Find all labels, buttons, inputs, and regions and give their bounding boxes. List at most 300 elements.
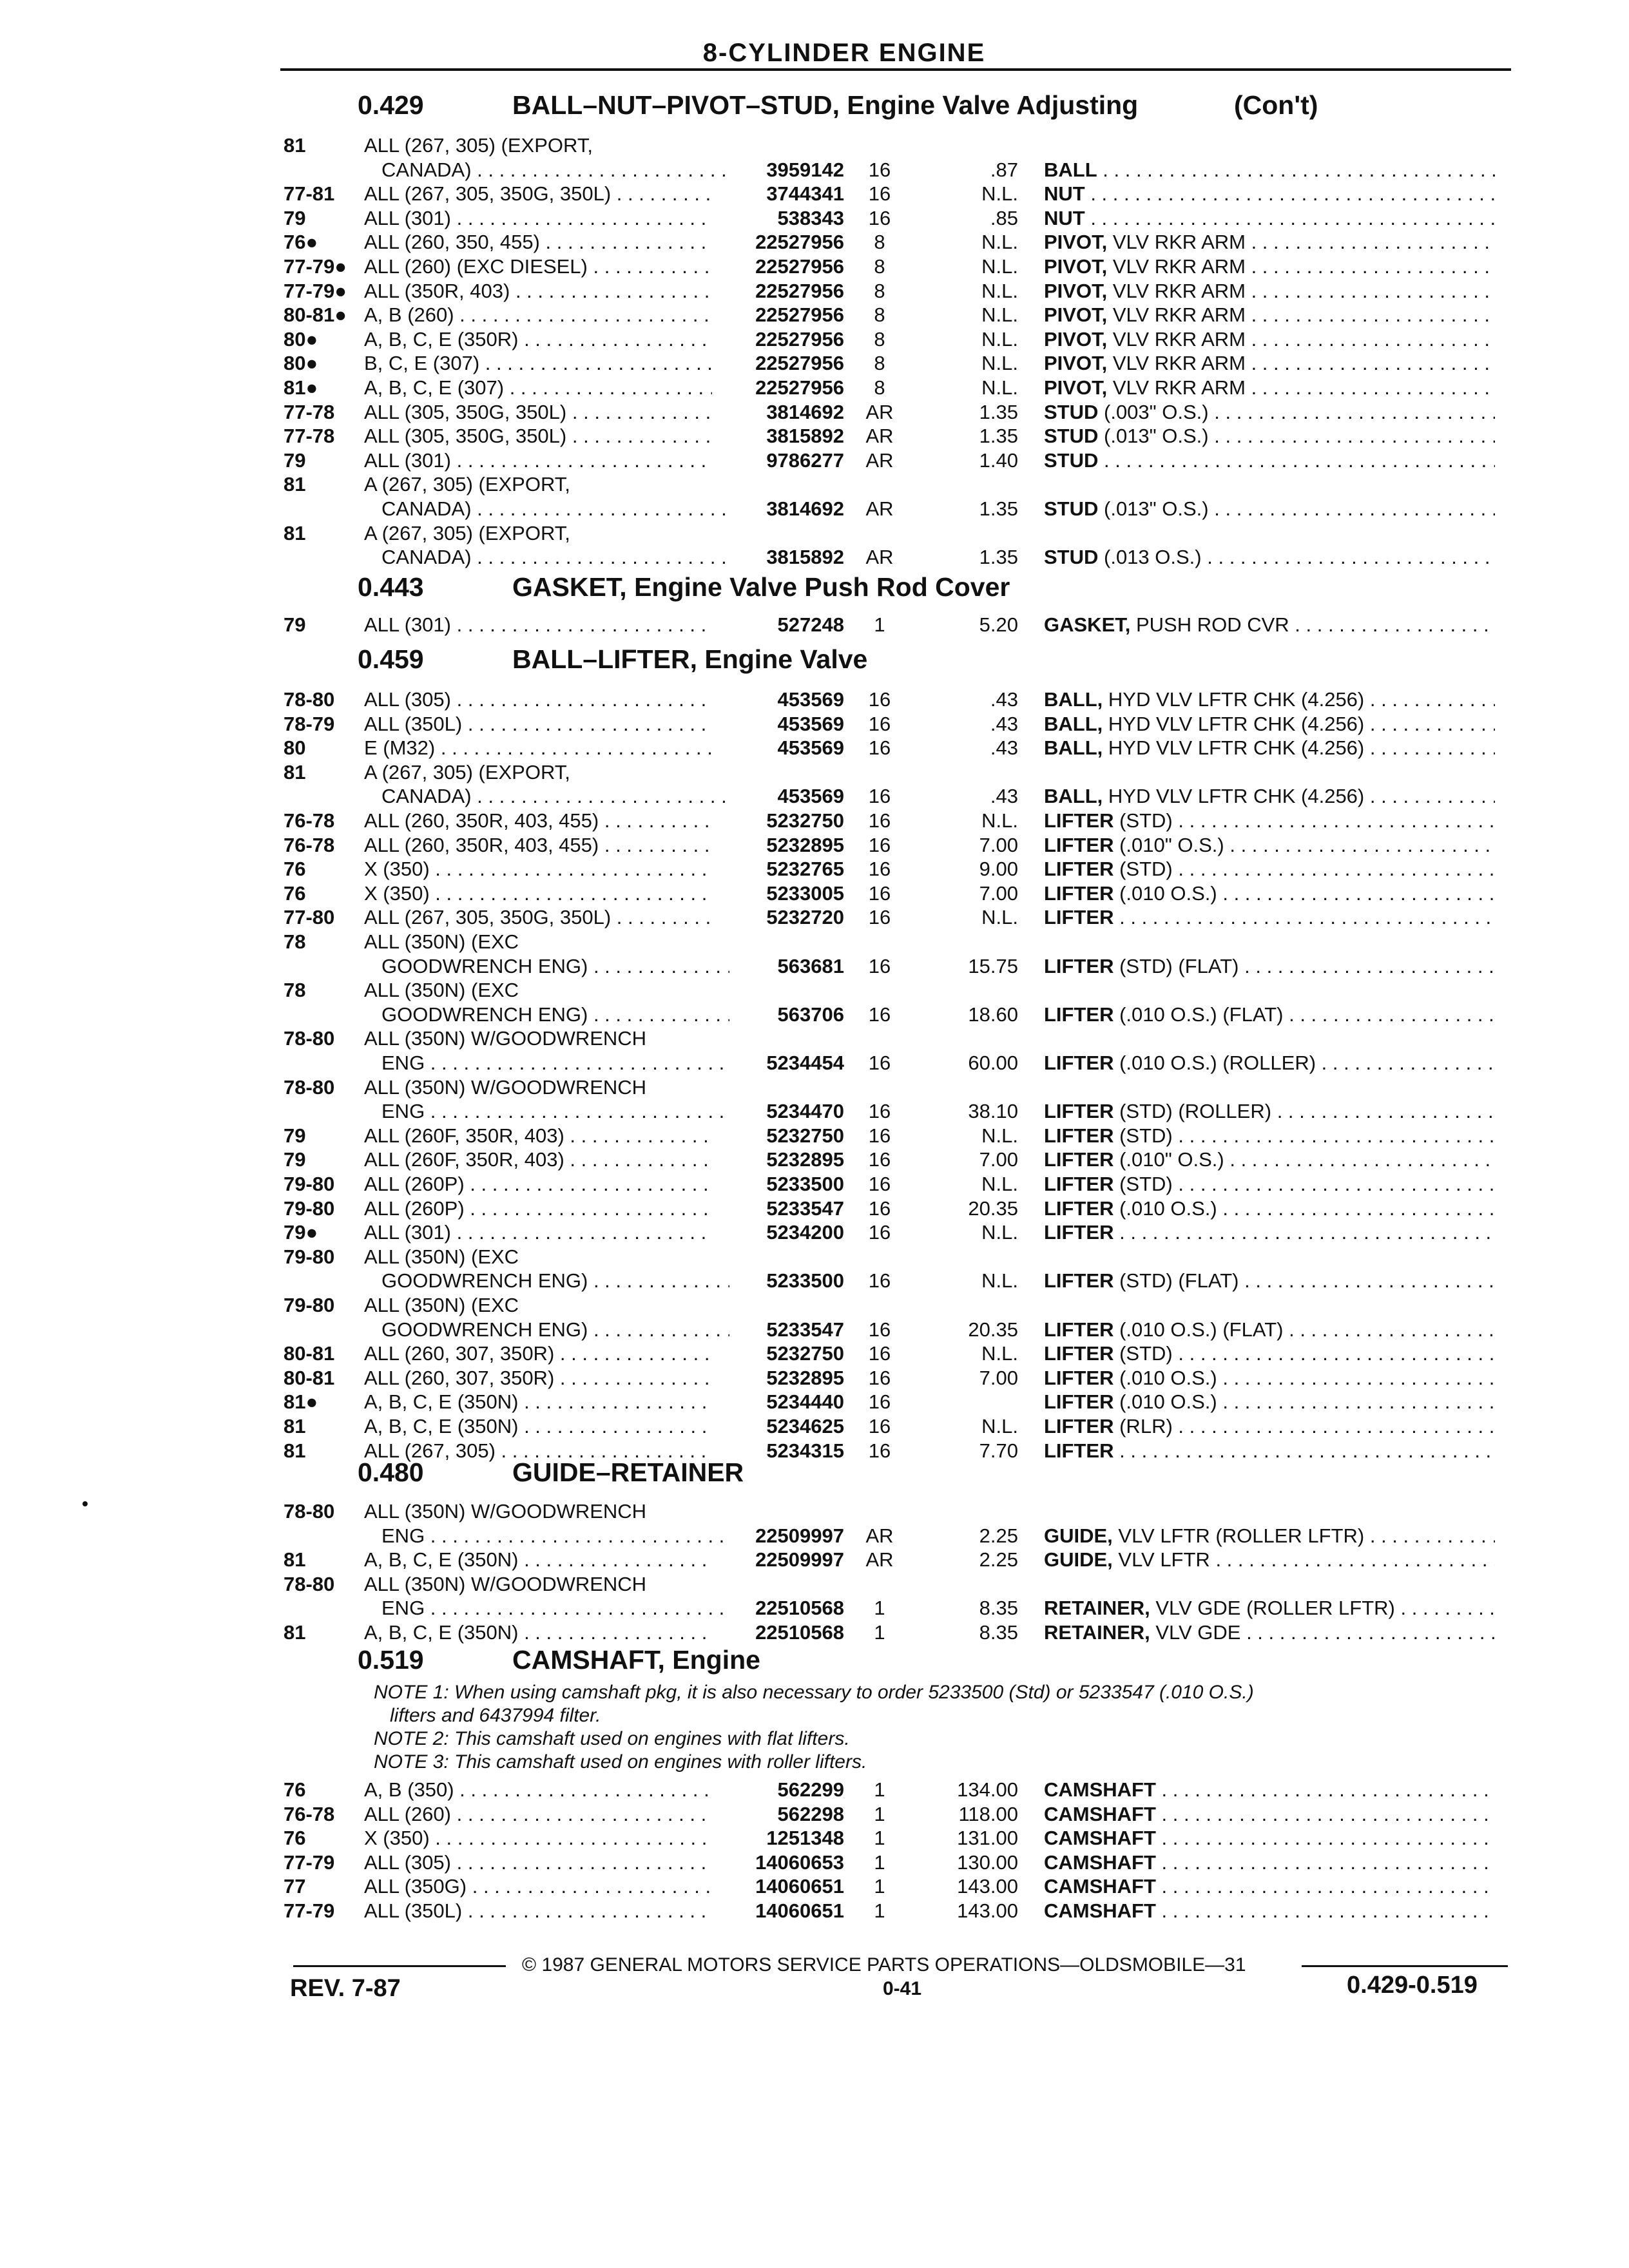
application: ALL (305) . . . xyxy=(364,1851,712,1874)
application: ALL (260, 307, 350R) . . . xyxy=(364,1342,712,1365)
model-year: 81● xyxy=(284,1390,318,1413)
quantity: 8 xyxy=(874,328,885,351)
quantity: 16 xyxy=(868,1052,891,1074)
table-row xyxy=(0,1899,1629,1924)
description-name: GASKET, xyxy=(1044,613,1131,636)
model-year: 76-78 xyxy=(284,1803,335,1825)
description-name: BALL, xyxy=(1044,785,1103,807)
quantity: AR xyxy=(865,497,894,520)
application: A (267, 305) (EXPORT, xyxy=(364,761,570,783)
description xyxy=(1044,1899,1495,1923)
quantity: 16 xyxy=(868,207,891,229)
description-name: CAMSHAFT xyxy=(1044,1875,1156,1898)
stray-mark xyxy=(82,1501,88,1506)
description: RETAINER, VLV GDE . . . xyxy=(1044,1621,1495,1644)
description xyxy=(1044,1875,1495,1898)
price: N.L. xyxy=(981,809,1018,832)
description: BALL, HYD VLV LFTR CHK (4.256) . . . xyxy=(1044,785,1495,808)
section-note: NOTE 3: This camshaft used on engines with roller lifters. xyxy=(374,1751,867,1773)
model-year: 78-80 xyxy=(284,1500,335,1523)
application: ALL (350N) W/GOODWRENCH xyxy=(364,1027,647,1050)
application: B, C, E (307) . . . xyxy=(364,352,712,375)
description-name: RETAINER, xyxy=(1044,1621,1150,1644)
price: .85 xyxy=(990,207,1018,229)
model-year: 78 xyxy=(284,979,306,1001)
model-year: 80 xyxy=(284,736,306,759)
table-row xyxy=(0,1245,1629,1270)
quantity: 16 xyxy=(868,1318,891,1341)
description: PIVOT, VLV RKR ARM . . . xyxy=(1044,280,1495,303)
quantity: AR xyxy=(865,401,894,423)
description: PIVOT, VLV RKR ARM . . . xyxy=(1044,255,1495,278)
model-year: 80-81 xyxy=(284,1367,335,1389)
part-number: 5232750 xyxy=(766,1342,844,1365)
table-row xyxy=(0,736,1629,761)
table-row xyxy=(0,255,1629,280)
application: A (267, 305) (EXPORT, xyxy=(364,473,570,495)
model-year: 79 xyxy=(284,613,306,636)
description xyxy=(1044,1851,1495,1874)
price: 5.20 xyxy=(979,613,1018,636)
model-year: 76-78 xyxy=(284,834,335,856)
application: ENG . . . xyxy=(381,1052,729,1075)
table-row xyxy=(0,1124,1629,1149)
model-year: 77-79 xyxy=(284,1851,335,1874)
price: N.L. xyxy=(981,1415,1018,1437)
model-year: 77-81 xyxy=(284,182,335,205)
table-row xyxy=(0,713,1629,737)
description-name: CAMSHAFT xyxy=(1044,1803,1156,1825)
application: X (350) . . . xyxy=(364,1827,712,1850)
price: 1.40 xyxy=(979,449,1018,472)
application: GOODWRENCH ENG) . . . xyxy=(381,1318,729,1341)
part-number: 5232895 xyxy=(766,1367,844,1389)
quantity: AR xyxy=(865,1548,894,1571)
quantity: 16 xyxy=(868,906,891,928)
part-number: 14060651 xyxy=(755,1875,844,1898)
description: PIVOT, VLV RKR ARM . . . xyxy=(1044,303,1495,327)
model-year: 79-80 xyxy=(284,1173,335,1195)
table-row xyxy=(0,1573,1629,1597)
part-number: 5233500 xyxy=(766,1269,844,1292)
price: 2.25 xyxy=(979,1524,1018,1547)
description-name: PIVOT, xyxy=(1044,352,1108,374)
part-number: 22527956 xyxy=(755,255,844,278)
table-row xyxy=(0,1100,1629,1124)
part-number: 5234454 xyxy=(766,1052,844,1074)
description: LIFTER (RLR) . . . xyxy=(1044,1415,1495,1438)
part-number: 14060653 xyxy=(755,1851,844,1874)
quantity: 16 xyxy=(868,882,891,905)
part-number: 5232750 xyxy=(766,809,844,832)
section-note: lifters and 6437994 filter. xyxy=(390,1705,601,1726)
application: ALL (260F, 350R, 403) . . . xyxy=(364,1124,712,1148)
description-name: LIFTER xyxy=(1044,1318,1114,1341)
part-number: 453569 xyxy=(777,785,844,807)
section-title: CAMSHAFT, Engine xyxy=(512,1645,760,1675)
application: ALL (305) . . . xyxy=(364,688,712,711)
description-name: NUT xyxy=(1044,182,1085,205)
application: ENG . . . xyxy=(381,1100,729,1123)
table-row xyxy=(0,1173,1629,1197)
part-number: 14060651 xyxy=(755,1899,844,1922)
description-name: LIFTER xyxy=(1044,1052,1114,1074)
description: LIFTER (STD) (FLAT) . . . xyxy=(1044,1269,1495,1293)
price: 1.35 xyxy=(979,497,1018,520)
model-year: 77-78 xyxy=(284,401,335,423)
description-name: LIFTER xyxy=(1044,1124,1114,1147)
application: ALL (260, 307, 350R) . . . xyxy=(364,1367,712,1390)
application: ALL (301) . . . xyxy=(364,613,712,637)
table-row xyxy=(0,613,1629,638)
application: ALL (350R, 403) . . . xyxy=(364,280,712,303)
table-row xyxy=(0,328,1629,352)
part-number: 5234470 xyxy=(766,1100,844,1122)
table-row xyxy=(0,352,1629,376)
part-number: 453569 xyxy=(777,736,844,759)
part-number: 563681 xyxy=(777,955,844,977)
section-title: GUIDE–RETAINER xyxy=(512,1457,744,1487)
application: ALL (260P) . . . xyxy=(364,1173,712,1196)
price: 7.70 xyxy=(979,1439,1018,1462)
application: ALL (267, 305) . . . xyxy=(364,1439,712,1463)
model-year: 81 xyxy=(284,1548,306,1571)
table-row xyxy=(0,159,1629,183)
application: GOODWRENCH ENG) . . . xyxy=(381,1269,729,1293)
model-year: 77-78 xyxy=(284,425,335,447)
part-number: 22527956 xyxy=(755,303,844,326)
quantity: 1 xyxy=(874,1597,885,1619)
model-year: 79 xyxy=(284,1148,306,1171)
table-row xyxy=(0,1052,1629,1076)
application: ALL (260, 350R, 403, 455) . . . xyxy=(364,834,712,857)
quantity: 16 xyxy=(868,159,891,181)
quantity: 1 xyxy=(874,613,885,636)
quantity: 8 xyxy=(874,303,885,326)
table-row xyxy=(0,809,1629,834)
description-name: CAMSHAFT xyxy=(1044,1827,1156,1849)
quantity: 16 xyxy=(868,736,891,759)
table-row xyxy=(0,1390,1629,1415)
description-name: LIFTER xyxy=(1044,1342,1114,1365)
model-year: 81 xyxy=(284,134,306,157)
description: LIFTER (.010" O.S.) . . . xyxy=(1044,1148,1495,1171)
table-row xyxy=(0,1500,1629,1524)
part-number: 3814692 xyxy=(766,401,844,423)
table-row xyxy=(0,425,1629,449)
table-row xyxy=(0,376,1629,401)
description: LIFTER (.010 O.S.) . . . xyxy=(1044,1367,1495,1390)
table-row xyxy=(0,449,1629,474)
description-name: NUT xyxy=(1044,207,1085,229)
application: X (350) . . . xyxy=(364,858,712,881)
quantity: 8 xyxy=(874,352,885,374)
quantity: 16 xyxy=(868,1390,891,1413)
part-number: 3814692 xyxy=(766,497,844,520)
model-year: 78 xyxy=(284,930,306,953)
model-year: 81 xyxy=(284,522,306,544)
application: ALL (260, 350, 455) . . . xyxy=(364,231,712,254)
table-row xyxy=(0,1548,1629,1573)
quantity: 16 xyxy=(868,688,891,711)
part-number: 5233005 xyxy=(766,882,844,905)
quantity: 8 xyxy=(874,255,885,278)
description-name: PIVOT, xyxy=(1044,280,1108,302)
description-name: LIFTER xyxy=(1044,834,1114,856)
quantity: 1 xyxy=(874,1803,885,1825)
part-number: 5232895 xyxy=(766,1148,844,1171)
table-row xyxy=(0,834,1629,858)
description xyxy=(1044,207,1495,230)
price: 8.35 xyxy=(979,1597,1018,1619)
model-year: 79 xyxy=(284,207,306,229)
footer-range: 0.429-0.519 xyxy=(1347,1972,1478,1999)
model-year: 77-79 xyxy=(284,1899,335,1922)
quantity: 16 xyxy=(868,785,891,807)
table-row xyxy=(0,1597,1629,1621)
part-number: 5232750 xyxy=(766,1124,844,1147)
description: STUD (.013 O.S.) . . . xyxy=(1044,546,1495,569)
description xyxy=(1044,159,1495,182)
table-row xyxy=(0,1027,1629,1052)
model-year: 81 xyxy=(284,761,306,783)
quantity: 16 xyxy=(868,1269,891,1292)
model-year: 78-79 xyxy=(284,713,335,735)
model-year: 79 xyxy=(284,449,306,472)
description-name: RETAINER, xyxy=(1044,1597,1150,1619)
footer-rule-right xyxy=(1302,1965,1508,1967)
price: N.L. xyxy=(981,1124,1018,1147)
price: 131.00 xyxy=(957,1827,1018,1849)
application: ALL (260F, 350R, 403) . . . xyxy=(364,1148,712,1171)
table-row xyxy=(0,1342,1629,1367)
part-number: 1251348 xyxy=(766,1827,844,1849)
application: ALL (267, 305, 350G, 350L) . . . xyxy=(364,906,712,929)
part-number: 5234440 xyxy=(766,1390,844,1413)
quantity: 1 xyxy=(874,1875,885,1898)
description-name: LIFTER xyxy=(1044,1415,1114,1437)
price: N.L. xyxy=(981,303,1018,326)
application: ALL (260) . . . xyxy=(364,1803,712,1826)
description: STUD (.003" O.S.) . . . xyxy=(1044,401,1495,424)
description-name: LIFTER xyxy=(1044,1221,1114,1244)
price: 15.75 xyxy=(968,955,1018,977)
description-name: BALL xyxy=(1044,159,1097,181)
table-row xyxy=(0,1294,1629,1318)
table-row xyxy=(0,955,1629,979)
application: ALL (260P) . . . xyxy=(364,1197,712,1220)
description-name: CAMSHAFT xyxy=(1044,1851,1156,1874)
description-name: BALL, xyxy=(1044,736,1103,759)
price: 130.00 xyxy=(957,1851,1018,1874)
model-year: 76-78 xyxy=(284,809,335,832)
model-year: 81 xyxy=(284,473,306,495)
description xyxy=(1044,1803,1495,1826)
section-title: BALL–NUT–PIVOT–STUD, Engine Valve Adjusting xyxy=(512,90,1139,120)
description xyxy=(1044,1827,1495,1850)
part-number: 22527956 xyxy=(755,280,844,302)
price: 2.25 xyxy=(979,1548,1018,1571)
description-name: BALL, xyxy=(1044,713,1103,735)
price: 60.00 xyxy=(968,1052,1018,1074)
price: 20.35 xyxy=(968,1318,1018,1341)
table-row xyxy=(0,546,1629,570)
price: 8.35 xyxy=(979,1621,1018,1644)
table-row xyxy=(0,207,1629,231)
table-row xyxy=(0,1269,1629,1294)
description xyxy=(1044,182,1495,206)
application: ENG . . . xyxy=(381,1524,729,1548)
price: 9.00 xyxy=(979,858,1018,880)
table-row xyxy=(0,1415,1629,1439)
price: N.L. xyxy=(981,906,1018,928)
price: 1.35 xyxy=(979,401,1018,423)
part-number: 453569 xyxy=(777,688,844,711)
table-row xyxy=(0,1875,1629,1899)
part-number: 5232895 xyxy=(766,834,844,856)
description: LIFTER (.010 O.S.) . . . xyxy=(1044,1390,1495,1414)
quantity: AR xyxy=(865,546,894,568)
table-row xyxy=(0,1827,1629,1851)
application: ALL (267, 305) (EXPORT, xyxy=(364,134,593,157)
price: 7.00 xyxy=(979,1148,1018,1171)
table-row xyxy=(0,1003,1629,1028)
footer-rule-left xyxy=(293,1965,506,1967)
part-number: 22527956 xyxy=(755,352,844,374)
application: GOODWRENCH ENG) . . . xyxy=(381,1003,729,1026)
table-row xyxy=(0,1148,1629,1173)
price: 7.00 xyxy=(979,882,1018,905)
price: 20.35 xyxy=(968,1197,1018,1220)
application: ALL (350N) (EXC xyxy=(364,1294,519,1316)
quantity: 16 xyxy=(868,1148,891,1171)
price: 118.00 xyxy=(958,1803,1018,1825)
price: N.L. xyxy=(981,1173,1018,1195)
description xyxy=(1044,906,1495,929)
application: ALL (260) (EXC DIESEL) . . . xyxy=(364,255,712,278)
description-name: LIFTER xyxy=(1044,1367,1114,1389)
table-row xyxy=(0,1076,1629,1100)
application: ALL (305, 350G, 350L) . . . xyxy=(364,401,712,424)
description-name: LIFTER xyxy=(1044,858,1114,880)
description-name: LIFTER xyxy=(1044,1003,1114,1026)
description: RETAINER, VLV GDE (ROLLER LFTR) . . . xyxy=(1044,1597,1495,1620)
application: ALL (267, 305, 350G, 350L) . . . xyxy=(364,182,712,206)
description: PIVOT, VLV RKR ARM . . . xyxy=(1044,352,1495,375)
quantity: 16 xyxy=(868,1197,891,1220)
description: GASKET, PUSH ROD CVR . . . xyxy=(1044,613,1495,637)
quantity: 1 xyxy=(874,1899,885,1922)
quantity: 1 xyxy=(874,1851,885,1874)
table-row xyxy=(0,1367,1629,1391)
description: GUIDE, VLV LFTR (ROLLER LFTR) . . . xyxy=(1044,1524,1495,1548)
price: N.L. xyxy=(981,328,1018,351)
description: LIFTER (STD) . . . xyxy=(1044,1124,1495,1148)
section-number: 0.519 xyxy=(358,1645,424,1675)
quantity: 16 xyxy=(868,955,891,977)
quantity: 16 xyxy=(868,1415,891,1437)
description-name: LIFTER xyxy=(1044,906,1114,928)
application: CANADA) . . . xyxy=(381,159,729,182)
application: ALL (350N) (EXC xyxy=(364,979,519,1001)
table-row xyxy=(0,1318,1629,1343)
application: ALL (350N) (EXC xyxy=(364,1245,519,1268)
description: PIVOT, VLV RKR ARM . . . xyxy=(1044,231,1495,254)
model-year: 81 xyxy=(284,1621,306,1644)
part-number: 562298 xyxy=(777,1803,844,1825)
price: 1.35 xyxy=(979,425,1018,447)
application: X (350) . . . xyxy=(364,882,712,905)
price: .43 xyxy=(990,736,1018,759)
header-rule xyxy=(280,68,1511,71)
application: CANADA) . . . xyxy=(381,497,729,521)
description-name: STUD xyxy=(1044,401,1099,423)
quantity: 16 xyxy=(868,809,891,832)
description-name: LIFTER xyxy=(1044,1390,1114,1413)
table-row xyxy=(0,401,1629,425)
part-number: 3815892 xyxy=(766,546,844,568)
price: 1.35 xyxy=(979,546,1018,568)
section-title: BALL–LIFTER, Engine Valve xyxy=(512,644,868,674)
description: BALL, HYD VLV LFTR CHK (4.256) . . . xyxy=(1044,688,1495,711)
quantity: 8 xyxy=(874,280,885,302)
quantity: 1 xyxy=(874,1778,885,1801)
description: LIFTER (.010 O.S.) (FLAT) . . . xyxy=(1044,1003,1495,1026)
part-number: 5233500 xyxy=(766,1173,844,1195)
section-note: NOTE 2: This camshaft used on engines with flat lifters. xyxy=(374,1728,850,1749)
table-row xyxy=(0,473,1629,497)
quantity: 16 xyxy=(868,182,891,205)
application: ALL (350L) . . . xyxy=(364,713,712,736)
description-name: LIFTER xyxy=(1044,1269,1114,1292)
model-year: 76 xyxy=(284,1827,306,1849)
description-name: LIFTER xyxy=(1044,1439,1114,1462)
quantity: 16 xyxy=(868,1003,891,1026)
table-row xyxy=(0,280,1629,304)
price: .43 xyxy=(990,713,1018,735)
description-name: STUD xyxy=(1044,449,1099,472)
table-row xyxy=(0,1439,1629,1464)
page-title: 8-CYLINDER ENGINE xyxy=(702,39,986,67)
model-year: 78-80 xyxy=(284,1076,335,1099)
description: LIFTER (.010 O.S.) . . . xyxy=(1044,1197,1495,1220)
description: LIFTER (.010" O.S.) . . . xyxy=(1044,834,1495,857)
quantity: 8 xyxy=(874,231,885,253)
description-name: STUD xyxy=(1044,497,1099,520)
quantity: 1 xyxy=(874,1827,885,1849)
table-row xyxy=(0,1197,1629,1222)
description-name: LIFTER xyxy=(1044,1173,1114,1195)
price: N.L. xyxy=(981,1221,1018,1244)
description: LIFTER (.010 O.S.) . . . xyxy=(1044,882,1495,905)
description: LIFTER (STD) . . . xyxy=(1044,809,1495,832)
application: ALL (350L) . . . xyxy=(364,1899,712,1923)
price: 143.00 xyxy=(957,1875,1018,1898)
quantity: AR xyxy=(865,1524,894,1547)
application: A (267, 305) (EXPORT, xyxy=(364,522,570,544)
table-row xyxy=(0,785,1629,809)
description-name: LIFTER xyxy=(1044,1100,1114,1122)
part-number: 3744341 xyxy=(766,182,844,205)
price: N.L. xyxy=(981,231,1018,253)
part-number: 22510568 xyxy=(755,1621,844,1644)
table-row xyxy=(0,303,1629,328)
table-row xyxy=(0,182,1629,207)
part-number: 5232720 xyxy=(766,906,844,928)
description-name: GUIDE, xyxy=(1044,1548,1113,1571)
table-row xyxy=(0,979,1629,1003)
model-year: 79-80 xyxy=(284,1294,335,1316)
